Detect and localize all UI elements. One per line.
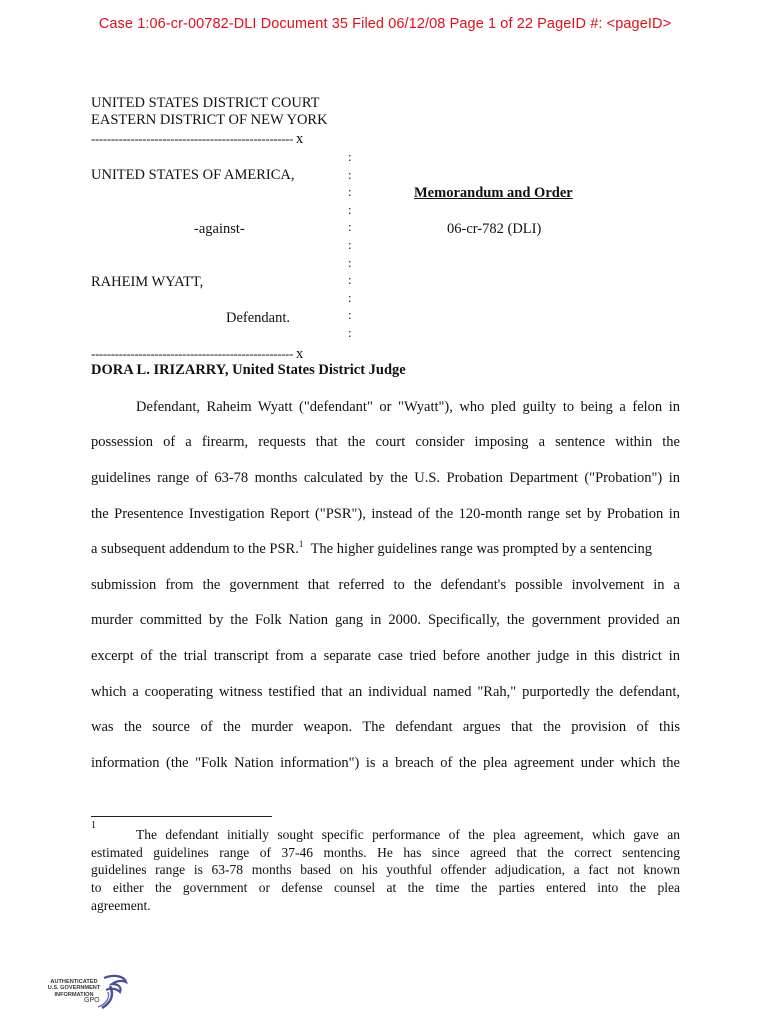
case-header: Case 1:06-cr-00782-DLI Document 35 Filed 06/12/08 Page 1 of 22 PageID #: <pageID> — [98, 16, 672, 32]
colon: : — [348, 219, 352, 235]
body-line: which a cooperating witness testified that an individual named "Rah," purportedly the defendant, — [91, 684, 680, 700]
footnote-number: 1 — [91, 820, 96, 831]
footnote-line: to either the government or defense counsel at the time the parties entered into the plea — [91, 880, 680, 896]
colon: : — [348, 289, 352, 305]
logo-line: AUTHENTICATED — [50, 979, 98, 985]
case-number: 06-cr-782 (DLI) — [447, 221, 542, 237]
colon: : — [348, 166, 352, 182]
body-line — [91, 541, 680, 558]
footnote-line: The defendant initially sought specific performance of the plea agreement, which gave an — [136, 827, 680, 842]
colon: : — [348, 324, 352, 340]
colon: : — [348, 149, 352, 164]
against-label: -against- — [194, 221, 245, 237]
body-line: possession of a firearm, requests that the court consider imposing a sentence within the — [91, 434, 680, 450]
colon: : — [348, 254, 352, 270]
caption-top-rule — [91, 131, 303, 148]
caption-bottom-rule — [91, 346, 303, 363]
logo-line: U.S. GOVERNMENT — [47, 985, 101, 992]
body-line: was the source of the murder weapon. The defendant argues that the provision of this — [91, 719, 680, 735]
colon: : — [348, 201, 352, 217]
dash-line: --------------------------------------------------- — [91, 347, 294, 361]
body-line: the Presentence Investigation Report ("PSR"), instead of the 120-month range set by Probation in — [91, 506, 680, 522]
colon: : — [348, 184, 352, 200]
body-text: The higher guidelines range was prompted by a sentencing — [310, 541, 653, 557]
colon: : — [348, 272, 352, 288]
eagle-icon — [44, 972, 130, 1012]
document-title: Memorandum and Order — [414, 185, 573, 201]
body-line: murder committed by the Folk Nation gang in 2000. Specifically, the government provided an — [91, 612, 680, 628]
footnote-ref: 1 — [298, 539, 304, 549]
body-line: excerpt of the trial transcript from a separate case tried before another judge in this district in — [91, 648, 680, 664]
x-mark: x — [296, 131, 304, 147]
court-district: EASTERN DISTRICT OF NEW YORK — [91, 112, 328, 128]
colon-column — [348, 148, 352, 342]
defendant-label: Defendant. — [226, 310, 291, 326]
footnote-rule — [91, 816, 272, 817]
body-line: submission from the government that referred to the defendant's possible involvement in a — [91, 577, 680, 593]
body-line: guidelines range of 63-78 months calculated by the U.S. Probation Department ("Probation") in — [91, 470, 680, 486]
body-line: Defendant, Raheim Wyatt ("defendant" or "Wyatt"), who pled guilty to being a felon in — [136, 399, 680, 415]
footnote-line: estimated guidelines range of 37-46 months. He has since agreed that the correct sentencing — [91, 844, 680, 860]
logo-line: INFORMATION — [54, 991, 94, 998]
logo-gpo-mark: GPO — [84, 997, 100, 1004]
court-name: UNITED STATES DISTRICT COURT — [91, 95, 320, 111]
dash-line: --------------------------------------------------- — [91, 132, 294, 146]
plaintiff-name: UNITED STATES OF AMERICA, — [91, 167, 295, 183]
judge-line: DORA L. IRIZARRY, United States District Judge — [91, 362, 406, 378]
footnote-line: guidelines range is 63-78 months based on his youthful offender adjudication, a fact not known — [91, 862, 680, 878]
colon: : — [348, 236, 352, 252]
colon: : — [348, 307, 352, 323]
defendant-name: RAHEIM WYATT, — [91, 274, 204, 290]
gpo-authentication-logo — [44, 972, 130, 1012]
body-line: information (the "Folk Nation information") is a breach of the plea agreement under which the — [91, 755, 680, 771]
footnote-line: agreement. — [91, 897, 151, 913]
x-mark: x — [296, 346, 304, 362]
body-text: a subsequent addendum to the PSR. — [91, 541, 299, 557]
